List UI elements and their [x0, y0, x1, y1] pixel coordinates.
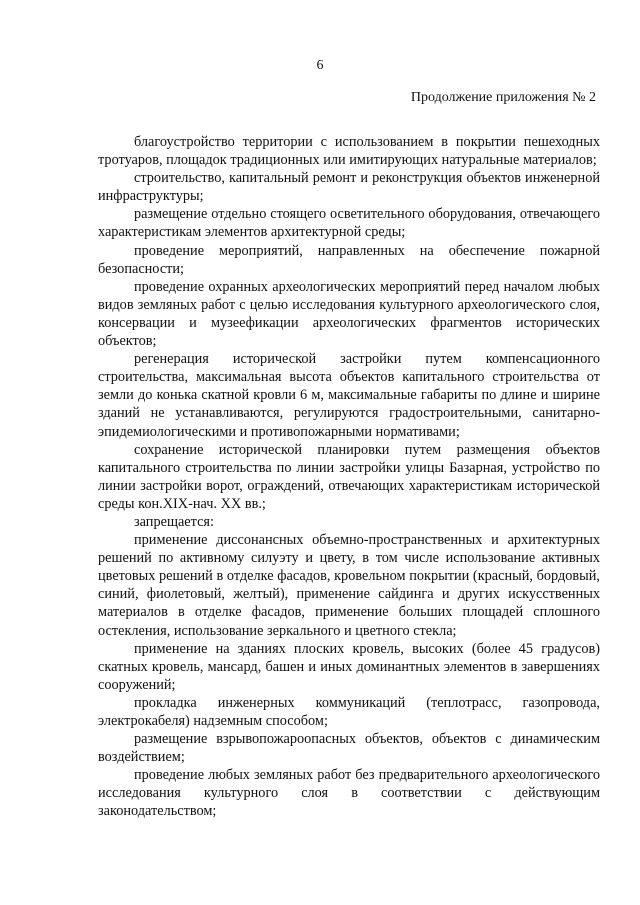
document-body — [98, 133, 600, 821]
paragraph: применение на зданиях плоских кровель, высоких (более 45 градусов) скатных кровель, мансард, башен и иных доминантных элементов в завершениях сооружений; — [98, 640, 600, 693]
paragraph: размещение отдельно стоящего осветительного оборудования, отвечающего характеристикам элементов архитектурной среды; — [98, 206, 600, 241]
prohibited-heading: запрещается: — [134, 513, 214, 530]
paragraph: благоустройство территории с использованием в покрытии пешеходных тротуаров, площадок традиционных или имитирующих натуральные материалов; — [98, 134, 600, 169]
paragraph: прокладка инженерных коммуникаций (теплотрасс, газопровода, электрокабеля) надземным способом; — [98, 694, 600, 729]
paragraph: применение диссонансных объемно-пространственных и архитектурных решений по активному силуэту и цвету, в том числе использование активных цветовых решений в отделке фасадов, кровельном покрытии (красный, бордовый, синий, фиолетовый, желтый), применение сайдинга и других искусственных материалов в отделке фасадов, применение больших площадей сплошного остекления, использование зеркального и цветного стекла; — [98, 532, 600, 639]
page-number: 6 — [316, 58, 324, 73]
paragraph: проведение любых земляных работ без предварительного археологического исследования культурного слоя в соответствии с действующим законодательством; — [98, 767, 600, 820]
paragraph: регенерация исторической застройки путем компенсационного строительства, максимальная высота объектов капитального строительства от земли до конька скатной кровли 6 м, максимальные габариты по длине и ширине зданий не устанавливаются, регулируются градостроительными, санитарно-эпидемиологическими и противопожарными нормативами; — [98, 351, 600, 440]
paragraph: размещение взрывопожароопасных объектов, объектов с динамическим воздействием; — [98, 731, 600, 766]
appendix-continuation-note: Продолжение приложения № 2 — [410, 90, 596, 105]
paragraph: проведение охранных археологических мероприятий перед началом любых видов земляных работ с целью исследования культурного археологического слоя, консервации и музеефикации археологических фрагментов исторических объектов; — [98, 278, 600, 350]
paragraph: строительство, капитальный ремонт и реконструкция объектов инженерной инфраструктуры; — [98, 170, 600, 205]
paragraph: сохранение исторической планировки путем размещения объектов капитального строительства по линии застройки улицы Базарная, устройство по линии застройки ворот, ограждений, отвечающих характеристикам исторической среды кон.XIX-нач. XX вв.; — [98, 441, 600, 512]
paragraph: проведение мероприятий, направленных на обеспечение пожарной безопасности; — [98, 242, 600, 277]
